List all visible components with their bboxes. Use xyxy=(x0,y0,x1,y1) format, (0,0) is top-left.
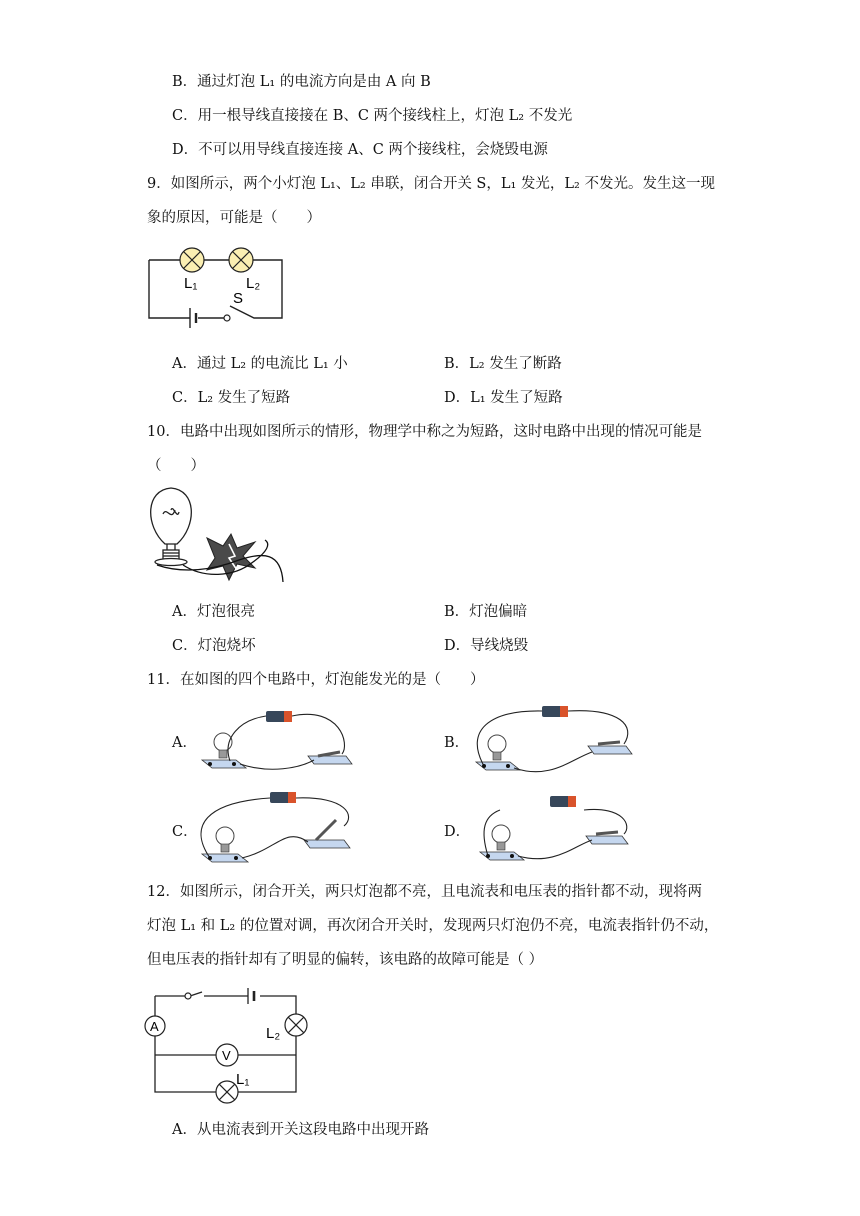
q10-option-c: C．灯泡烧坏 xyxy=(172,638,256,654)
q9-circuit-figure xyxy=(146,246,286,326)
q12-lamp-l1 xyxy=(216,1081,238,1103)
q10-option-b: B．灯泡偏暗 xyxy=(444,604,528,620)
q11-label-b: B． xyxy=(444,735,470,751)
q9-stem-line1: 9．如图所示，两个小灯泡 L₁、L₂ 串联，闭合开关 S，L₁ 发光，L₂ 不发光。发生这一现 xyxy=(147,176,715,192)
q11-label-c: C． xyxy=(172,824,198,840)
q12-label-a: A xyxy=(150,1019,159,1034)
q9-lamp-l2 xyxy=(229,248,253,272)
q11-circuit-c xyxy=(196,786,366,866)
q9-stem-line2: 象的原因，可能是（ ） xyxy=(147,210,321,226)
q12-label-l2: L₂ xyxy=(266,1025,281,1042)
q9-option-c: C．L₂ 发生了短路 xyxy=(172,390,291,406)
bulb-icon xyxy=(488,735,506,760)
q8-option-c: C．用一根导线直接接在 B、C 两个接线柱上，灯泡 L₂ 不发光 xyxy=(172,108,573,124)
q11-circuit-d xyxy=(474,786,634,866)
q9-label-l2: L₂ xyxy=(246,275,261,292)
q10-stem-line1: 10．电路中出现如图所示的情形，物理学中称之为短路，这时电路中出现的情况可能是 xyxy=(147,424,702,440)
bulb-icon xyxy=(492,825,510,850)
q12-option-a: A．从电流表到开关这段电路中出现开路 xyxy=(172,1122,429,1138)
q12-stem-line2: 灯泡 L₁ 和 L₂ 的位置对调，再次闭合开关时，发现两只灯泡仍不亮，电流表指针仍不动， xyxy=(147,918,719,934)
q11-stem: 11．在如图的四个电路中，灯泡能发光的是（ ） xyxy=(147,672,485,688)
switch-icon xyxy=(596,832,618,834)
q9-option-a: A．通过 L₂ 的电流比 L₁ 小 xyxy=(172,356,348,372)
q11-circuit-a xyxy=(200,704,360,774)
q8-option-d: D．不可以用导线直接连接 A、C 两个接线柱，会烧毁电源 xyxy=(172,142,548,158)
q9-lamp-l1 xyxy=(180,248,204,272)
ammeter-icon xyxy=(145,1016,165,1036)
q10-short-circuit-figure xyxy=(143,482,293,592)
switch-icon xyxy=(598,742,620,744)
q12-lamp-l2 xyxy=(285,1014,307,1036)
q10-option-d: D．导线烧毁 xyxy=(444,638,529,654)
q8-option-b: B．通过灯泡 L₁ 的电流方向是由 A 向 B xyxy=(172,74,431,90)
q10-option-a: A．灯泡很亮 xyxy=(172,604,255,620)
bulb-icon xyxy=(214,733,232,758)
voltmeter-icon xyxy=(216,1044,238,1066)
bulb-icon xyxy=(216,827,234,852)
q9-option-b: B．L₂ 发生了断路 xyxy=(444,356,562,372)
q9-label-s: S xyxy=(233,290,244,307)
q12-stem-line1: 12．如图所示，闭合开关，两只灯泡都不亮，且电流表和电压表的指针都不动，现将两 xyxy=(147,884,702,900)
bulb-icon xyxy=(151,488,192,566)
battery-icon xyxy=(550,796,576,807)
q10-stem-line2: （ ） xyxy=(147,458,205,474)
q11-label-d: D． xyxy=(444,824,471,840)
battery-icon xyxy=(270,792,296,803)
q12-label-v: V xyxy=(222,1048,231,1063)
q12-label-l1: L₁ xyxy=(236,1071,250,1088)
q12-circuit-figure xyxy=(144,982,310,1104)
q11-label-a: A． xyxy=(172,735,197,751)
battery-icon xyxy=(542,706,568,717)
battery-icon xyxy=(266,711,292,722)
switch-icon xyxy=(316,820,336,840)
q9-label-l1: L₁ xyxy=(184,275,198,292)
switch-icon xyxy=(318,752,340,756)
q12-stem-line3: 但电压表的指针却有了明显的偏转，该电路的故障可能是（ ） xyxy=(147,952,544,968)
q9-option-d: D．L₁ 发生了短路 xyxy=(444,390,563,406)
q11-circuit-b xyxy=(470,700,640,776)
